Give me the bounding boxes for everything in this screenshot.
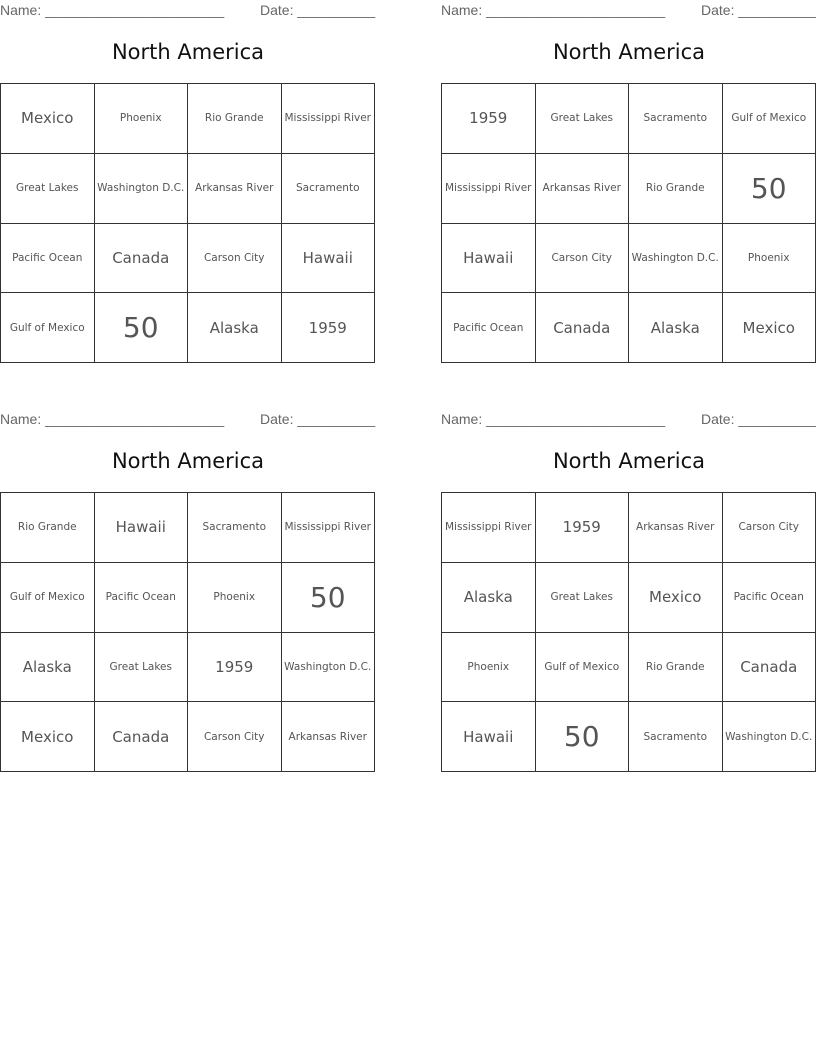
bingo-cell: Alaska bbox=[1, 633, 95, 703]
bingo-cell: Gulf of Mexico bbox=[723, 84, 816, 154]
bingo-cell: Arkansas River bbox=[536, 154, 630, 224]
bingo-cell: Hawaii bbox=[442, 702, 536, 772]
name-date-line bbox=[441, 2, 816, 20]
bingo-cell: Carson City bbox=[188, 702, 282, 772]
bingo-cell: 50 bbox=[95, 293, 189, 363]
bingo-cell: 1959 bbox=[188, 633, 282, 703]
bingo-card bbox=[441, 409, 816, 789]
bingo-cell: Hawaii bbox=[442, 224, 536, 294]
bingo-grid bbox=[441, 83, 816, 363]
name-date-line bbox=[0, 2, 376, 20]
bingo-cell: Canada bbox=[723, 633, 816, 703]
bingo-cell: Carson City bbox=[188, 224, 282, 294]
name-date-line bbox=[0, 411, 376, 429]
bingo-cell: Sacramento bbox=[629, 702, 723, 772]
bingo-cell: Alaska bbox=[442, 563, 536, 633]
bingo-cell: Arkansas River bbox=[188, 154, 282, 224]
bingo-cell: Mississippi River bbox=[442, 154, 536, 224]
bingo-cell: Pacific Ocean bbox=[1, 224, 95, 294]
bingo-cell: Canada bbox=[536, 293, 630, 363]
date-label: Date: __________ bbox=[701, 411, 816, 427]
bingo-cell: Phoenix bbox=[95, 84, 189, 154]
bingo-cell: Mississippi River bbox=[282, 493, 376, 563]
date-label: Date: __________ bbox=[701, 2, 816, 18]
name-label: Name: _______________________ bbox=[0, 2, 225, 18]
bingo-cell: Gulf of Mexico bbox=[1, 563, 95, 633]
bingo-cell: Phoenix bbox=[723, 224, 816, 294]
bingo-cell: 1959 bbox=[442, 84, 536, 154]
card-title: North America bbox=[552, 449, 706, 473]
bingo-cell: Great Lakes bbox=[1, 154, 95, 224]
bingo-cell: 50 bbox=[723, 154, 816, 224]
bingo-cell: Carson City bbox=[723, 493, 816, 563]
bingo-cell: Washington D.C. bbox=[95, 154, 189, 224]
bingo-cell: Canada bbox=[95, 224, 189, 294]
bingo-cell: Phoenix bbox=[188, 563, 282, 633]
bingo-cell: Pacific Ocean bbox=[442, 293, 536, 363]
bingo-cell: Rio Grande bbox=[629, 154, 723, 224]
bingo-cell: Rio Grande bbox=[629, 633, 723, 703]
bingo-cell: Hawaii bbox=[95, 493, 189, 563]
bingo-grid bbox=[441, 492, 816, 772]
bingo-cell: 50 bbox=[536, 702, 630, 772]
bingo-cell: Sacramento bbox=[629, 84, 723, 154]
name-label: Name: _______________________ bbox=[0, 411, 225, 427]
bingo-cell: Mexico bbox=[629, 563, 723, 633]
bingo-cell: Washington D.C. bbox=[723, 702, 816, 772]
bingo-cell: 1959 bbox=[536, 493, 630, 563]
bingo-cell: Sacramento bbox=[282, 154, 376, 224]
bingo-cell: Hawaii bbox=[282, 224, 376, 294]
bingo-cell: Arkansas River bbox=[629, 493, 723, 563]
bingo-grid bbox=[0, 83, 375, 363]
name-label: Name: _______________________ bbox=[441, 411, 666, 427]
bingo-cell: Pacific Ocean bbox=[95, 563, 189, 633]
bingo-cell: Gulf of Mexico bbox=[536, 633, 630, 703]
card-title: North America bbox=[111, 40, 265, 64]
date-label: Date: __________ bbox=[260, 2, 376, 18]
bingo-cell: Phoenix bbox=[442, 633, 536, 703]
bingo-card bbox=[441, 0, 816, 380]
bingo-cell: Great Lakes bbox=[536, 563, 630, 633]
bingo-cell: Canada bbox=[95, 702, 189, 772]
card-title: North America bbox=[552, 40, 706, 64]
bingo-cell: Washington D.C. bbox=[282, 633, 376, 703]
bingo-cell: Carson City bbox=[536, 224, 630, 294]
bingo-cell: Alaska bbox=[188, 293, 282, 363]
bingo-card bbox=[0, 409, 376, 789]
bingo-cell: Washington D.C. bbox=[629, 224, 723, 294]
name-label: Name: _______________________ bbox=[441, 2, 666, 18]
bingo-cell: Mexico bbox=[1, 84, 95, 154]
bingo-cell: Great Lakes bbox=[95, 633, 189, 703]
bingo-cell: Gulf of Mexico bbox=[1, 293, 95, 363]
bingo-cell: Mexico bbox=[1, 702, 95, 772]
card-title: North America bbox=[111, 449, 265, 473]
bingo-cell: Rio Grande bbox=[1, 493, 95, 563]
bingo-cell: Alaska bbox=[629, 293, 723, 363]
bingo-cell: Arkansas River bbox=[282, 702, 376, 772]
bingo-cell: Sacramento bbox=[188, 493, 282, 563]
bingo-grid bbox=[0, 492, 375, 772]
bingo-cell: Mississippi River bbox=[282, 84, 376, 154]
bingo-cell: 1959 bbox=[282, 293, 376, 363]
bingo-cell: Great Lakes bbox=[536, 84, 630, 154]
bingo-cell: Mexico bbox=[723, 293, 816, 363]
date-label: Date: __________ bbox=[260, 411, 376, 427]
bingo-cell: Mississippi River bbox=[442, 493, 536, 563]
bingo-cell: Pacific Ocean bbox=[723, 563, 816, 633]
bingo-card bbox=[0, 0, 376, 380]
bingo-cell: Rio Grande bbox=[188, 84, 282, 154]
bingo-cell: 50 bbox=[282, 563, 376, 633]
name-date-line bbox=[441, 411, 816, 429]
